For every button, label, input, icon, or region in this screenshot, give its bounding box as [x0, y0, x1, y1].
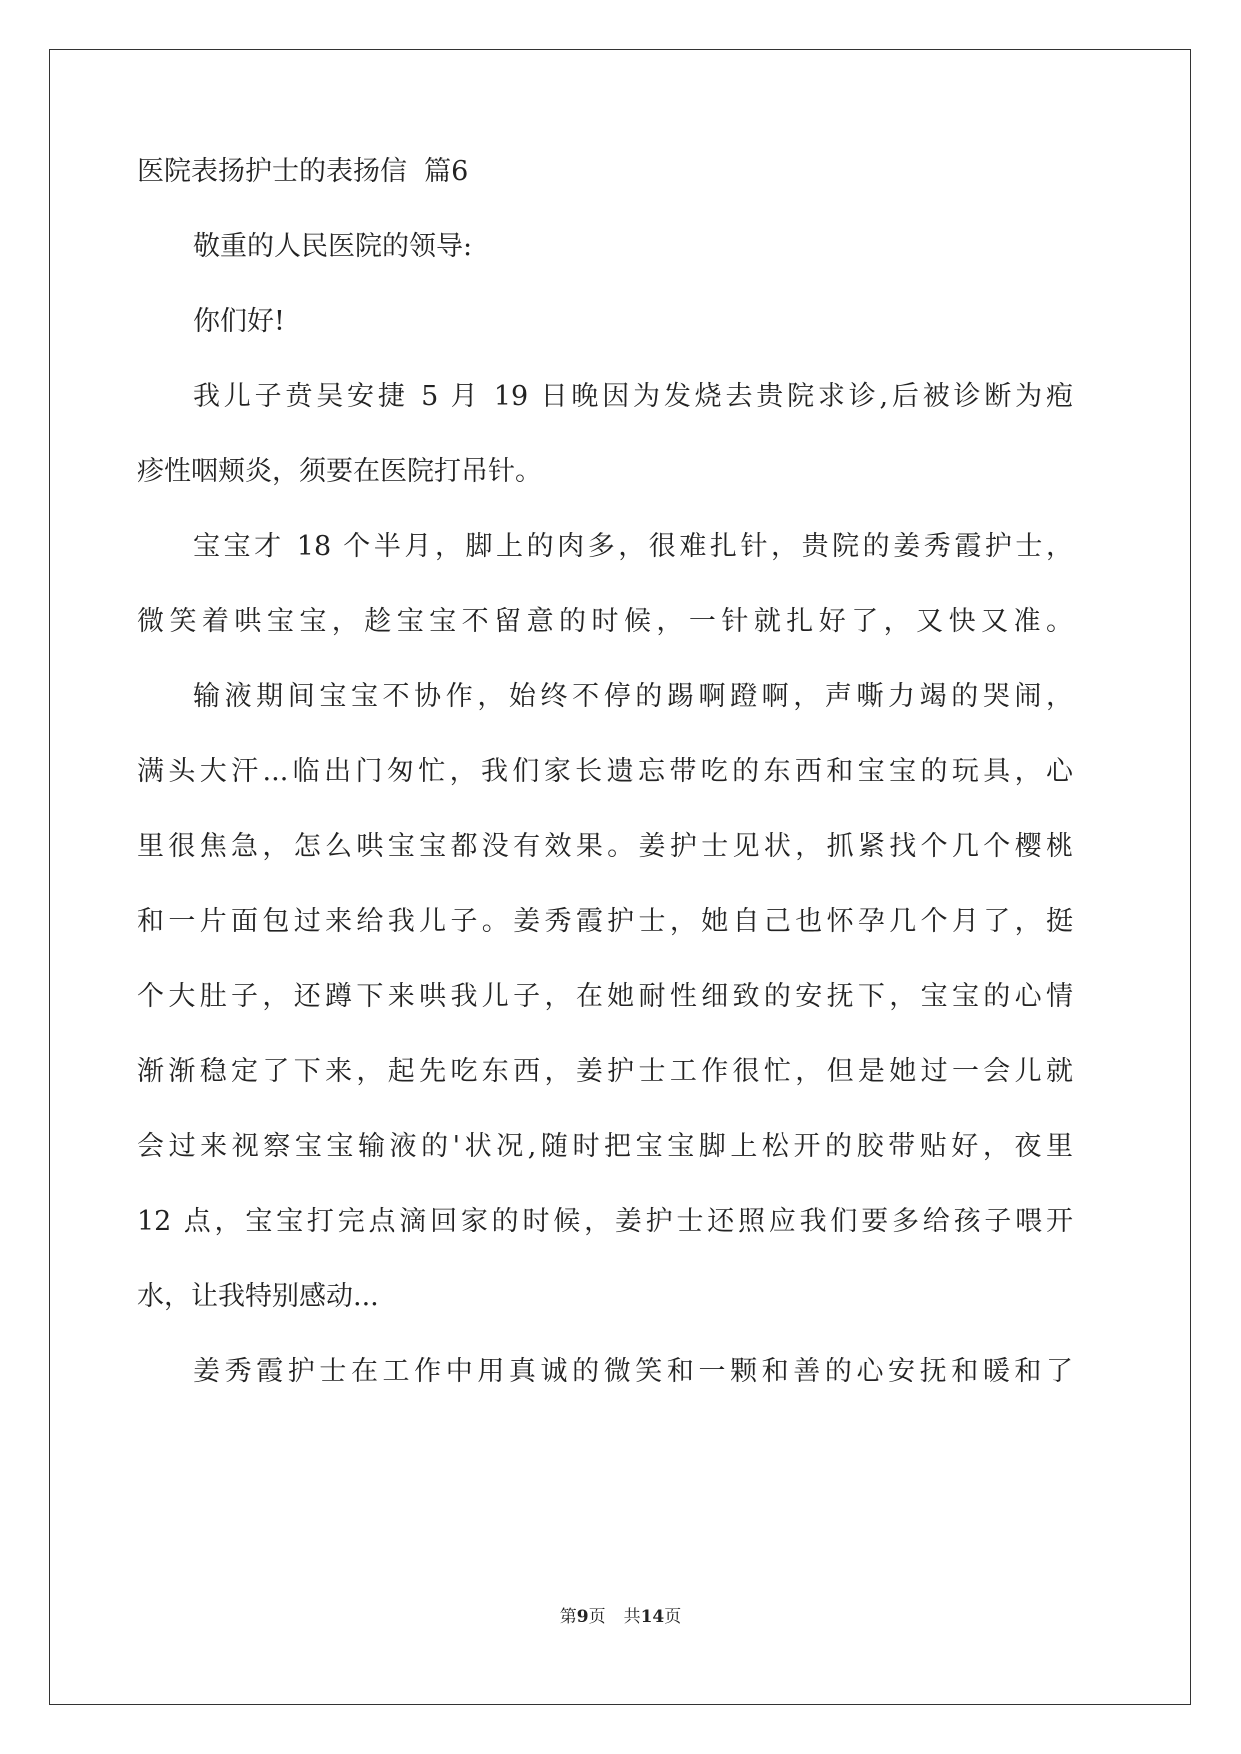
body-line-10: 渐渐稳定了下来，起先吃东西，姜护士工作很忙，但是她过一会儿就 [137, 1056, 1073, 1087]
body-line-4: 微笑着哄宝宝，趁宝宝不留意的时候，一针就扎好了，又快又准。 [137, 606, 1073, 637]
body-line-2: 疹性咽颊炎，须要在医院打吊针。 [137, 456, 542, 487]
footer-total-prefix: 共 [623, 1607, 641, 1627]
body-line-11: 会过来视察宝宝输液的'状况,随时把宝宝脚上松开的胶带贴好，夜里 [137, 1131, 1073, 1162]
letter-greeting: 你们好! [193, 306, 285, 337]
body-line-7: 里很焦急，怎么哄宝宝都没有效果。姜护士见状，抓紧找个几个樱桃 [137, 831, 1073, 862]
body-line-5: 输液期间宝宝不协作，始终不停的踢啊蹬啊，声嘶力竭的哭闹， [193, 681, 1073, 712]
page-border [49, 49, 1191, 1705]
footer-page-word: 页 [588, 1607, 606, 1627]
letter-salutation: 敬重的人民医院的领导: [193, 231, 473, 262]
body-line-9: 个大肚子，还蹲下来哄我儿子，在她耐性细致的安抚下，宝宝的心情 [137, 981, 1073, 1012]
body-line-6: 满头大汗...临出门匆忙，我们家长遗忘带吃的东西和宝宝的玩具，心 [137, 756, 1073, 787]
footer-total-pages: 14 [640, 1607, 665, 1627]
footer-current-page: 9 [576, 1607, 589, 1627]
body-line-8: 和一片面包过来给我儿子。姜秀霞护士，她自己也怀孕几个月了，挺 [137, 906, 1073, 937]
body-line-12: 12 点，宝宝打完点滴回家的时候，姜护士还照应我们要多给孩子喂开 [137, 1206, 1073, 1237]
footer-total-suffix: 页 [664, 1607, 682, 1627]
body-line-1: 我儿子贲吴安捷 5 月 19 日晚因为发烧去贵院求诊,后被诊断为疱 [193, 381, 1073, 412]
footer-page-prefix: 第 [559, 1607, 577, 1627]
page-footer [0, 1609, 1241, 1626]
letter-title: 医院表扬护士的表扬信 篇6 [137, 156, 469, 187]
body-line-3: 宝宝才 18 个半月，脚上的肉多，很难扎针，贵院的姜秀霞护士， [193, 531, 1073, 562]
body-line-14: 姜秀霞护士在工作中用真诚的微笑和一颗和善的心安抚和暖和了 [193, 1356, 1073, 1387]
body-line-13: 水，让我特别感动... [137, 1281, 379, 1312]
